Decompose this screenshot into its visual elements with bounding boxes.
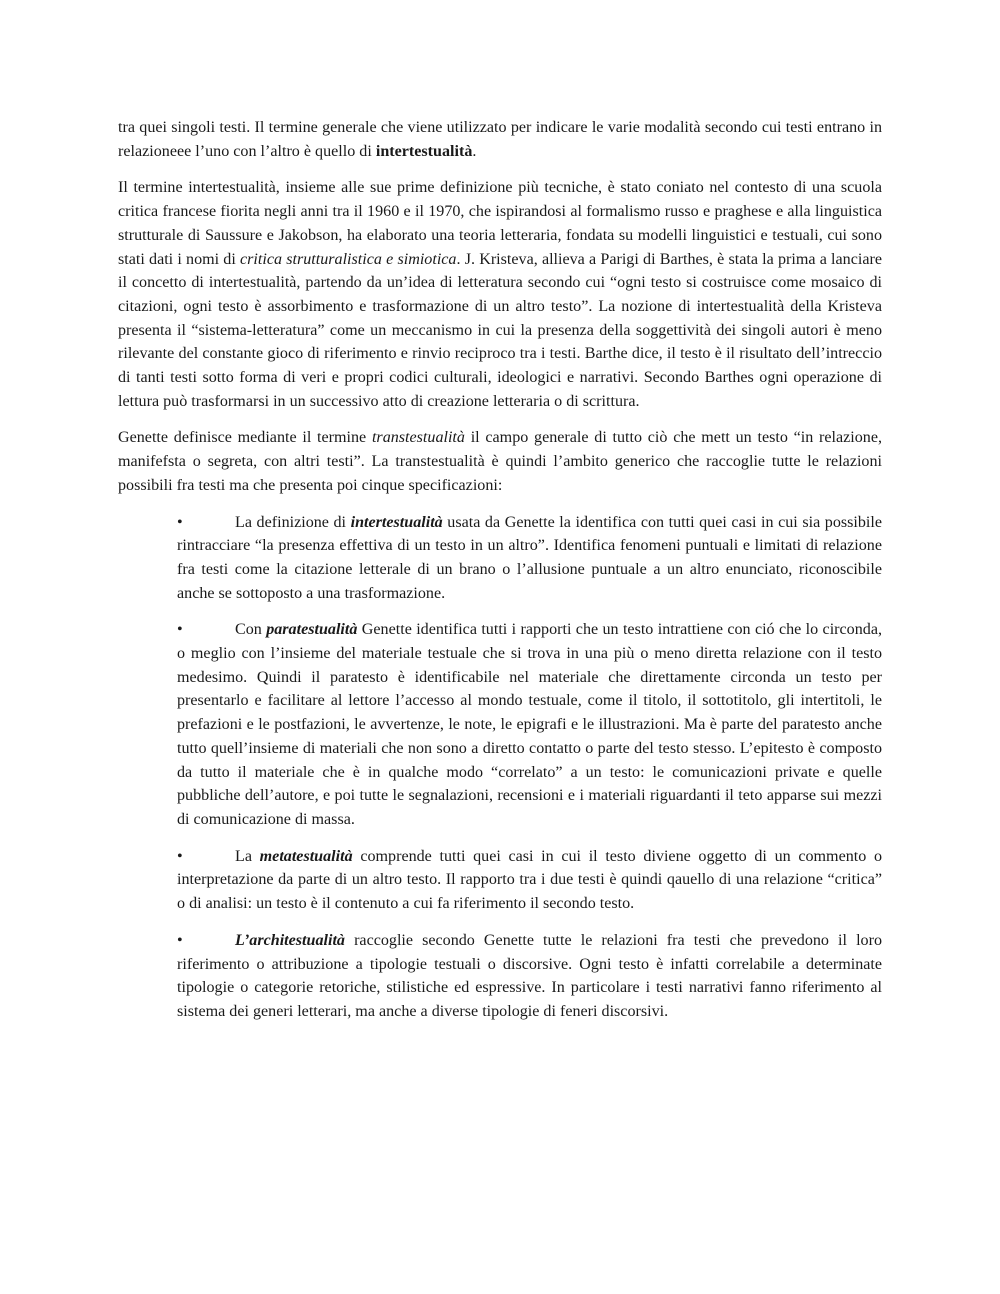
text-run: comprende tutti quei casi in cui il testo diviene oggetto di un commento o interpretazione da parte di un altro testo. Il rapporto tra i due testi è quindi qauello di una relazione “critica” o di analisi: un testo è il contenuto a cui fa riferimento il secondo testo. (177, 847, 882, 913)
bullet-marker: • (177, 847, 183, 865)
text-run: usata da Genette la identifica con tutti quei casi in cui sia possibile rintracciare “la presenza effettiva di un testo in un altro”. Identifica fenomeni puntuali e limitati di relazione fra testi come la citazione letterale di un brano o l’allusione puntuale a un altro enunciato, riconoscibile anche se sottoposto a una trasformazione. (177, 513, 883, 602)
text-run: . (472, 142, 477, 160)
text-run: il campo generale di tutto ciò che mett un testo “in relazione, manifefsta o segreta, con altri testi”. La transtestualità è quindi l’ambito generico che raccoglie tutte le relazioni possibili fra testi ma che presenta poi cinque specificazioni: (118, 429, 883, 494)
text-run: La (235, 847, 260, 865)
bullet-marker: • (177, 931, 183, 949)
text-run: Genette identifica tutti i rapporti che un testo intrattiene con ció che lo circonda, o meglio con l’insieme del materiale testuale che si trova in una più o meno diretta relazione con il testo medesimo. Quindi il paratesto è identificabile nel materiale che direttamente circonda un testo per presentarlo e facilitare al lettore l’accesso al mondo testuale, come il titolo, il sottotitolo, gli intertitoli, le prefazioni e le postfazioni, le avvertenze, le note, le epigrafi e le illustrazioni. Ma è parte del paratesto anche tutto quell’insieme di materiali che non sono a diretto contatto o parte del testo stesso. L’epitesto è composto da tutto il materiale che è in qualche modo “correlato” a un testo: le comunicazioni private e quelle pubbliche dell’autore, e poi tutte le segnalazioni, recensioni e i materiali riguardanti il teto apparse sui mezzi di comunicazione di massa. (177, 621, 882, 828)
bullet-item (177, 929, 882, 1024)
text-run: Con (235, 621, 267, 639)
emphasis-term: intertestualità (375, 142, 473, 160)
paragraph (118, 176, 882, 413)
bullet-marker: • (177, 513, 183, 531)
paragraph (118, 426, 882, 497)
bullet-item (177, 845, 882, 916)
text-run: . J. Kristeva, allieva a Parigi di Barthes, è stata la prima a lanciare il concetto di intertestualità, partendo da un’idea di letteratura secondo cui “ogni testo si costruisce come mosaico di citazioni, ogni testo è assorbimento e trasformazione di un altro testo”. La nozione di intertestualità della Kristeva presenta il “sistema-letteratura” come un meccanismo in cui la presenza della soggettività dei singoli autori è meno rilevante del constante gioco di riferimento e rinvio reciproco tra i testi. Barthe dice, il testo è il risultato dell’intreccio di tanti testi sotto forma di veri e propri codici culturali, ideologici e narrativi. Secondo Barthes ogni operazione di lettura può trasformarsi in un successivo atto di creazione letteraria o di scrittura. (118, 250, 882, 410)
document-page (118, 116, 882, 1037)
text-run: Il termine intertestualità, insieme alle sue prime definizione più tecniche, è stato coniato nel contesto di una scuola critica francese fiorita negli anni tra il 1960 e il 1970, che ispirandosi al formalismo russo e praghese e alla linguistica strutturale di Saussure e Jakobson, ha elaborato una teoria letteraria, fondata su modelli linguistici e testuali, cui sono stati dati i nomi di (118, 179, 882, 268)
bullet-item (177, 618, 882, 831)
emphasis-term: critica strutturalistica e simiotica (240, 250, 457, 268)
paragraph (118, 116, 882, 163)
text-run: tra quei singoli testi. Il termine generale che viene utilizzato per indicare le varie modalità secondo cui testi entrano in relazioneee l’uno con l’altro è quello di (118, 119, 882, 160)
emphasis-term: L’architestualità (235, 931, 345, 949)
text-run: Genette definisce mediante il termine (118, 429, 372, 447)
emphasis-term: metatestualità (259, 847, 353, 865)
emphasis-term: intertestualità (350, 513, 443, 531)
body-paragraphs (118, 116, 882, 498)
bullet-marker: • (177, 621, 183, 639)
emphasis-term: paratestualità (266, 621, 358, 639)
text-run: raccoglie secondo Genette tutte le relazioni fra testi che prevedono il loro riferimento o attribuzione a tipologie testuali o discorsive. Ogni testo è infatti correlabile a determinate tipologie o categorie retoriche, stilistiche ed espressive. In particolare i testi narrativi fanno riferimento al sistema dei generi letterari, ma anche a diverse tipologie di feneri discorsivi. (177, 931, 882, 1020)
emphasis-term: transtestualità (371, 429, 465, 447)
bullet-item (177, 511, 882, 606)
text-run: La definizione di (235, 513, 351, 531)
bullet-list (118, 511, 882, 1024)
